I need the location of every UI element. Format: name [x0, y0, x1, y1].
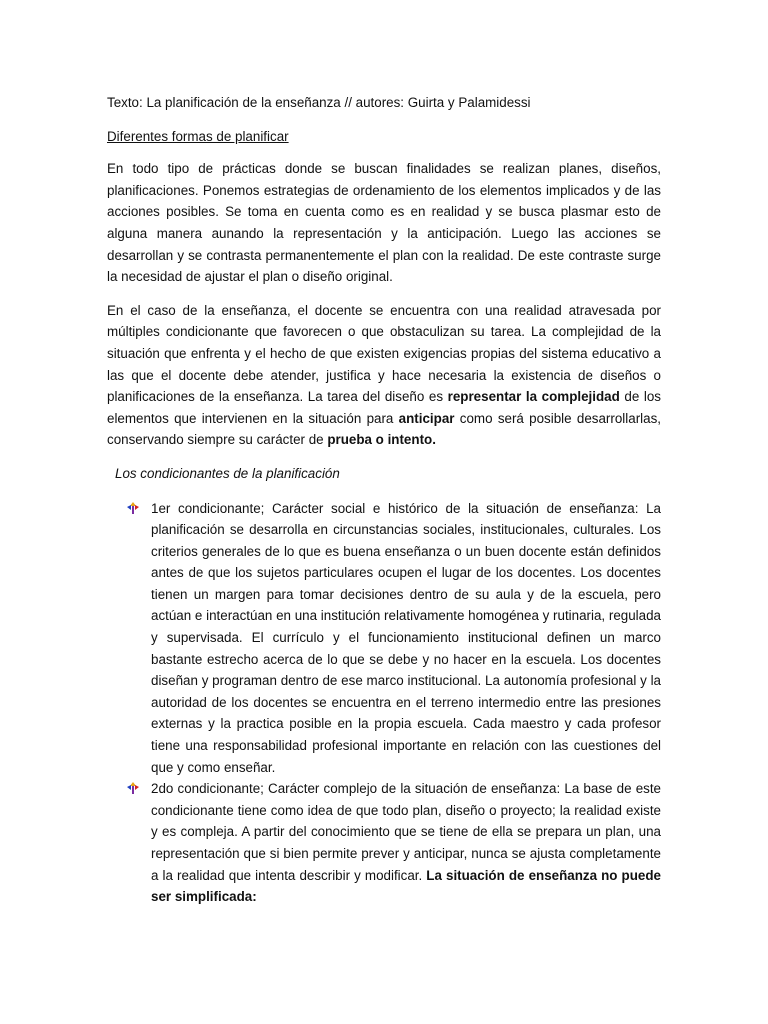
- document-page: [107, 92, 661, 908]
- list-item-text: 2do condicionante; Carácter complejo de la situación de enseñanza: La base de este condicionante tiene como idea de que todo plan, diseño o proyecto; la realidad existe y es compleja. A partir del conocimiento que se tiene de ella se prepara un plan, una representación que si bien permite prever y anticipar, nunca se ajusta completamente a la realidad que intenta describir y modificar.: [151, 781, 661, 883]
- conditions-list: [107, 498, 661, 908]
- section-subtitle: Diferentes formas de planificar: [107, 128, 289, 144]
- paragraph-2-text-3: como será posible desarrollarlas, conservando siempre su carácter de: [107, 410, 661, 448]
- paragraph-2-bold-3: prueba o intento.: [327, 432, 436, 448]
- paragraph-2-bold-2: anticipar: [398, 410, 455, 426]
- list-item: [151, 498, 661, 779]
- paragraph-1: En todo tipo de prácticas donde se buscan finalidades se realizan planes, diseños, planificaciones. Ponemos estrategias de ordenamiento de los elementos implicados y de las acciones posibles. Se toma en cuenta como es en realidad y se busca plasmar esto de alguna manera aunando la representación y la anticipación. Luego las acciones se desarrollan y se contrasta permanentemente el plan con la realidad. De este contraste surge la necesidad de ajustar el plan o diseño original.: [107, 161, 661, 285]
- arrow-bullet-icon: [127, 502, 139, 514]
- list-item: [151, 778, 661, 908]
- section-heading: Los condicionantes de la planificación: [115, 465, 340, 481]
- arrow-bullet-icon: [127, 782, 139, 794]
- paragraph-2-bold-1: representar la complejidad: [447, 389, 620, 405]
- paragraph-2-text-1: En el caso de la enseñanza, el docente se encuentra con una realidad atravesada por múltiples condicionante que favorecen o que obstaculizan su tarea. La complejidad de la situación que enfrenta y el hecho de que existen exigencias propias del sistema educativo a las que el docente debe atender, justifica y hace necesaria la existencia de diseños o planificaciones de la enseñanza. La tarea del diseño es: [107, 302, 661, 405]
- paragraph-2: [107, 300, 661, 451]
- list-item-bold: La situación de enseñanza no puede ser simplificada:: [151, 867, 661, 905]
- document-title: Texto: La planificación de la enseñanza // autores: Guirta y Palamidessi: [107, 95, 531, 110]
- paragraph-2-text-2: de los elementos que intervienen en la situación para: [107, 389, 661, 426]
- list-item-text: 1er condicionante; Carácter social e histórico de la situación de enseñanza: La planificación se desarrolla en circunstancias sociales, institucionales, culturales. Los criterios generales de lo que es buena enseñanza o un buen docente están definidos antes de que los sujetos particulares ocupen el lugar de los docentes. Los docentes tienen un margen para tomar decisiones dentro de su aula y de la escuela, pero actúan e interactúan en una institución relativamente homogénea y rutinaria, regulada y supervisada. El currículo y el funcionamiento institucional definen un marco bastante estrecho acerca de lo que se debe y no hacer en la escuela. Los docentes diseñan y programan dentro de ese marco institucional. La autonomía profesional y la autoridad de los docentes se encuentra en el terreno intermedio entre las presiones externas y la practica posible en la propia escuela. Cada maestro y cada profesor tiene una responsabilidad profesional importante en relación con las cuestiones del que y como enseñar.: [151, 500, 661, 775]
